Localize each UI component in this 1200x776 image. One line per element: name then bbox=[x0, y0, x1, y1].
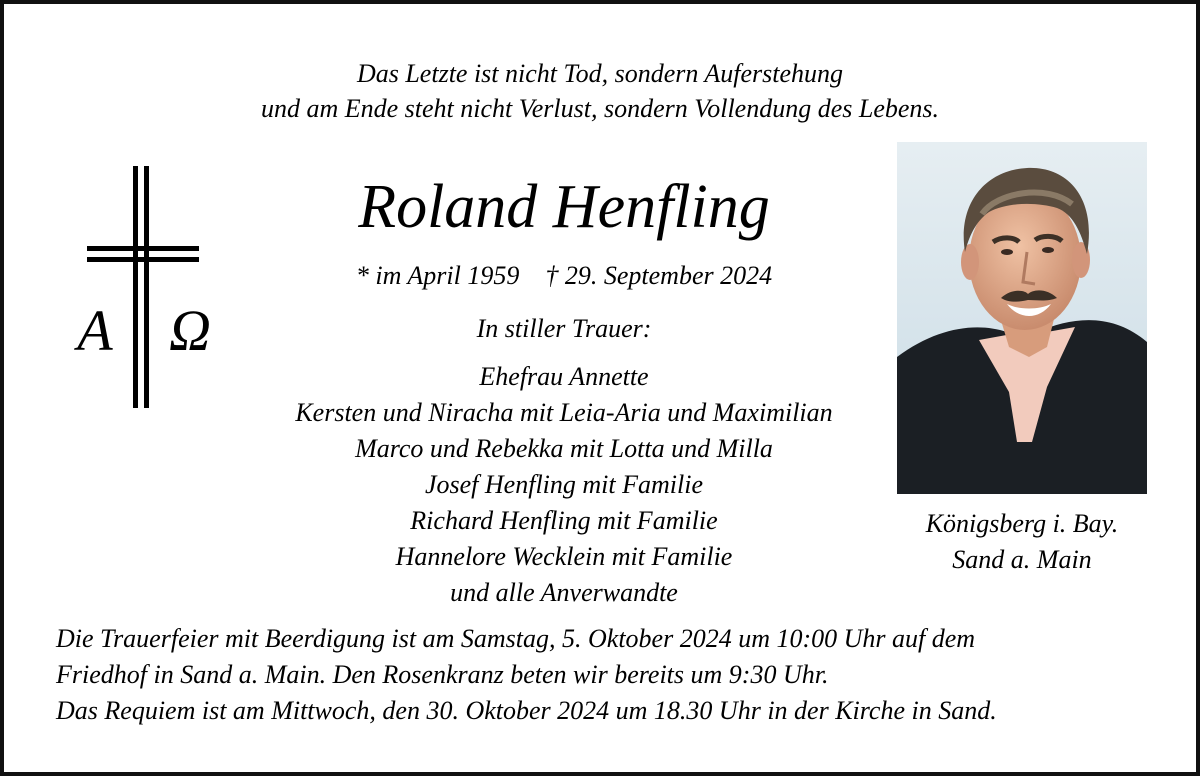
alpha-glyph: A bbox=[77, 298, 113, 363]
mourners-list bbox=[234, 359, 894, 611]
service-line: Die Trauerfeier mit Beerdigung ist am Samstag, 5. Oktober 2024 um 10:00 Uhr auf dem bbox=[56, 624, 976, 653]
portrait-photo bbox=[897, 142, 1147, 494]
mourner-line: Richard Henfling mit Familie bbox=[410, 506, 718, 535]
place-line: Königsberg i. Bay. bbox=[925, 509, 1119, 538]
life-dates bbox=[234, 259, 894, 293]
death-date: † 29. September 2024 bbox=[545, 261, 773, 290]
mourner-line: Hannelore Wecklein mit Familie bbox=[395, 542, 733, 571]
mourning-heading: In stiller Trauer: bbox=[476, 314, 652, 343]
mourner-line: Marco und Rebekka mit Lotta und Milla bbox=[355, 434, 773, 463]
omega-glyph: Ω bbox=[169, 298, 211, 363]
quote-line-1: Das Letzte ist nicht Tod, sondern Auferstehung bbox=[356, 59, 844, 88]
mourner-line: und alle Anverwandte bbox=[450, 578, 678, 607]
opening-quote bbox=[4, 56, 1196, 126]
place-line: Sand a. Main bbox=[952, 545, 1092, 574]
service-line: Das Requiem ist am Mittwoch, den 30. Oktober 2024 um 18.30 Uhr in der Kirche in Sand. bbox=[56, 696, 997, 725]
birth-date: * im April 1959 bbox=[355, 261, 520, 290]
service-info bbox=[56, 621, 1166, 729]
deceased-name: Roland Henfling bbox=[358, 173, 770, 241]
mourner-line: Ehefrau Annette bbox=[479, 362, 649, 391]
quote-line-2: und am Ende steht nicht Verlust, sondern Vollendung des Lebens. bbox=[260, 94, 940, 123]
service-line: Friedhof in Sand a. Main. Den Rosenkranz beten wir bereits um 9:30 Uhr. bbox=[56, 660, 829, 689]
places bbox=[897, 506, 1147, 578]
mourner-line: Josef Henfling mit Familie bbox=[424, 470, 703, 499]
cross-alpha-omega-icon bbox=[62, 162, 224, 412]
mourner-line: Kersten und Niracha mit Leia-Aria und Maximilian bbox=[295, 398, 833, 427]
